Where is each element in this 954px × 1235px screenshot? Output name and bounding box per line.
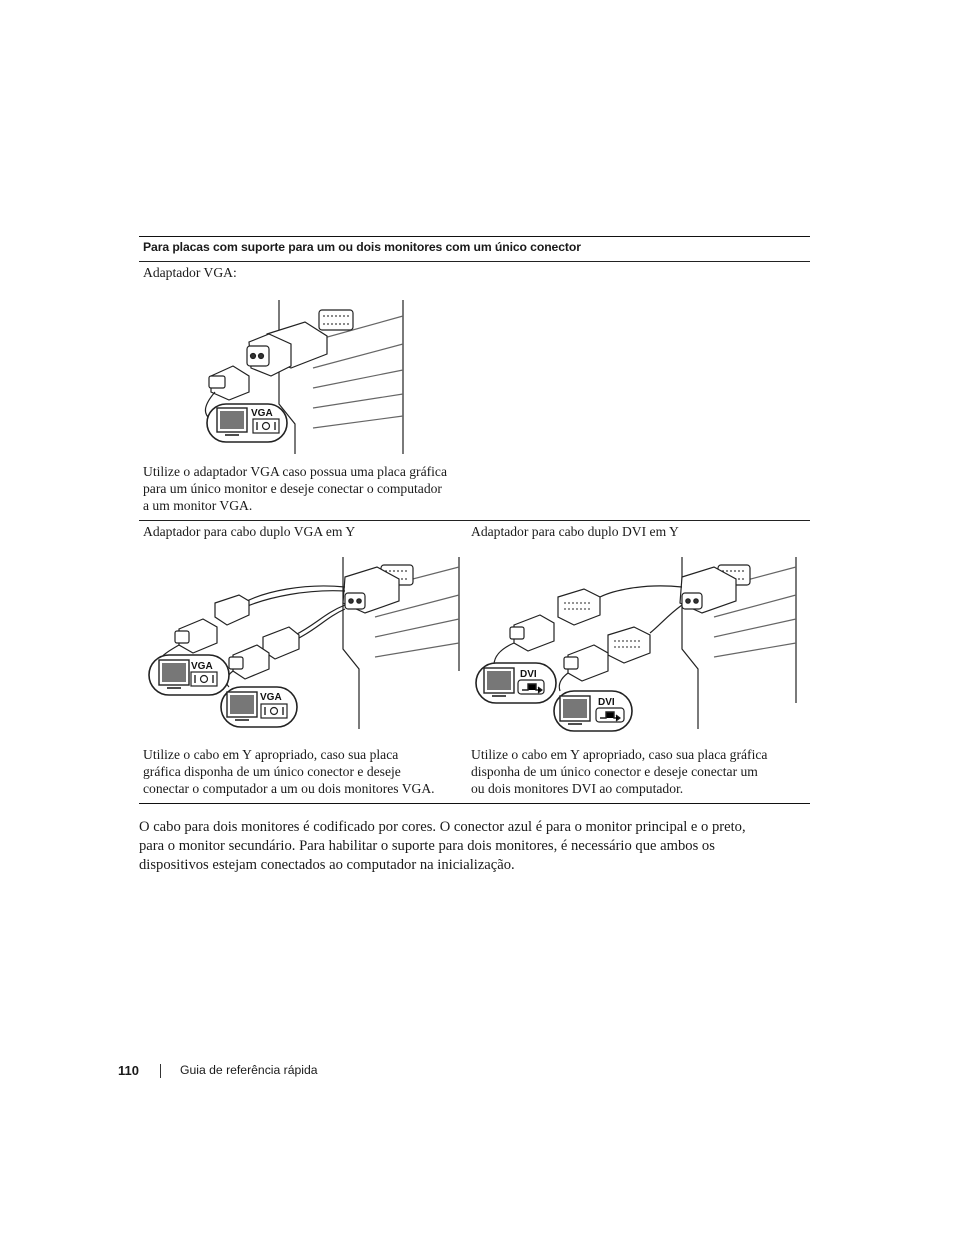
dvi-y-cable-illustration xyxy=(472,553,800,735)
svg-text:DVI: DVI xyxy=(520,669,537,680)
vga-y-cable-label: Adaptador para cabo duplo VGA em Y xyxy=(143,524,356,539)
table-header: Para placas com suporte para um ou dois monitores com um único conector xyxy=(143,240,581,254)
footer-title: Guia de referência rápida xyxy=(180,1063,318,1077)
vga-monitor-badge-1-icon xyxy=(149,655,229,695)
dvi-y-cable-label: Adaptador para cabo duplo DVI em Y xyxy=(471,524,679,539)
table-bottom-rule xyxy=(139,803,810,804)
dvi-y-cable-caption: Utilize o cabo em Y apropriado, caso sua placa gráfica disponha de um único conector e deseje conectar um ou dois monitores DVI ao computador. xyxy=(471,747,768,796)
vga-adapter-illustration xyxy=(195,296,410,458)
dvi-monitor-badge-2-icon xyxy=(554,691,632,731)
vga-monitor-badge-2-icon xyxy=(221,687,297,727)
svg-text:VGA: VGA xyxy=(260,692,282,703)
table-top-rule xyxy=(139,236,810,237)
footer-separator xyxy=(160,1064,161,1078)
svg-text:VGA: VGA xyxy=(251,408,273,419)
dvi-monitor-badge-1-icon xyxy=(476,663,556,703)
table-header-rule xyxy=(139,261,810,262)
svg-text:VGA: VGA xyxy=(191,661,213,672)
vga-adapter-label: Adaptador VGA: xyxy=(143,265,237,280)
vga-y-cable-caption: Utilize o cabo em Y apropriado, caso sua placa gráfica disponha de um único conector e deseje conectar o computador a um ou dois monitores VGA. xyxy=(143,747,435,796)
body-paragraph: O cabo para dois monitores é codificado por cores. O conector azul é para o monitor principal e o preto, para o monitor secundário. Para habilitar o suporte para dois monitores, é necessário que ambos os dispositivos estejam conectados ao computador na inicialização. xyxy=(139,819,746,873)
table-middle-rule xyxy=(139,520,810,521)
page-number: 110 xyxy=(118,1063,139,1078)
svg-text:DVI: DVI xyxy=(598,697,615,708)
vga-y-cable-illustration xyxy=(145,553,463,733)
vga-monitor-badge-icon xyxy=(207,404,287,442)
vga-adapter-caption: Utilize o adaptador VGA caso possua uma placa gráfica para um único monitor e deseje conectar o computador a um monitor VGA. xyxy=(143,464,447,513)
